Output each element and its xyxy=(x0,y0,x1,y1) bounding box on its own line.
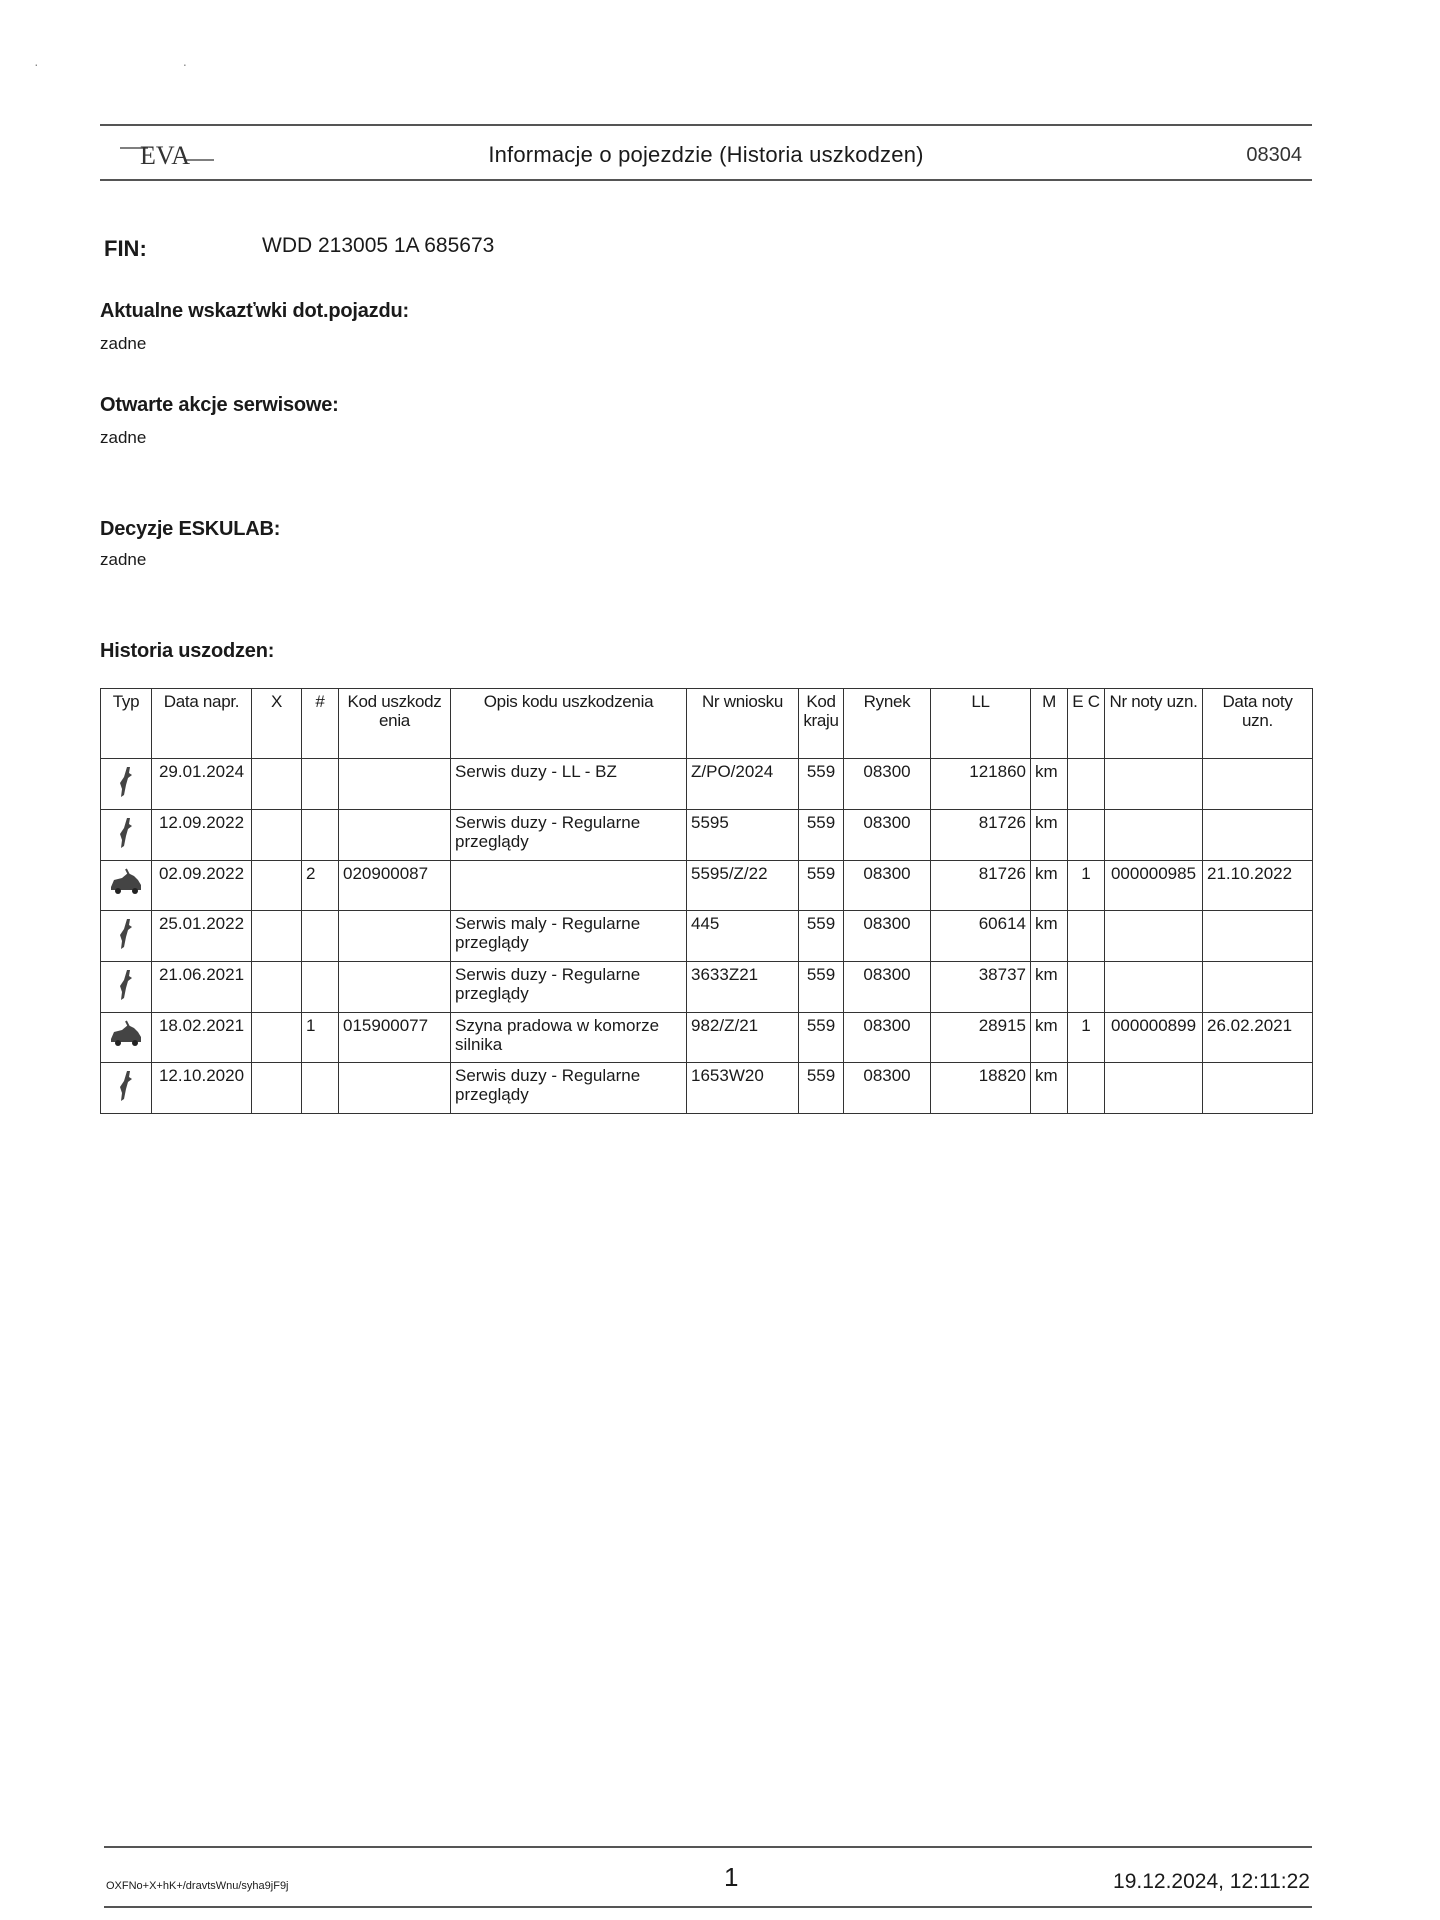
row-x xyxy=(252,759,302,810)
document-code: 08304 xyxy=(1246,144,1302,166)
table-row xyxy=(101,861,1313,911)
row-ll: 38737 xyxy=(931,962,1031,1013)
row-country-code: 559 xyxy=(799,911,844,962)
row-ll: 60614 xyxy=(931,911,1031,962)
row-date: 02.09.2022 xyxy=(152,861,252,911)
row-note-date: 21.10.2022 xyxy=(1203,861,1313,911)
row-note-no xyxy=(1105,962,1203,1013)
table-row xyxy=(101,1013,1313,1063)
row-damage-code: 015900077 xyxy=(339,1013,451,1063)
row-num xyxy=(302,1063,339,1114)
row-unit: km xyxy=(1031,911,1068,962)
col-header-country-code: Kod kraju xyxy=(799,689,844,759)
service-wrench-icon xyxy=(101,810,152,861)
row-ll: 18820 xyxy=(931,1063,1031,1114)
row-date: 25.01.2022 xyxy=(152,911,252,962)
row-note-date xyxy=(1203,810,1313,861)
row-market: 08300 xyxy=(844,911,931,962)
row-date: 29.01.2024 xyxy=(152,759,252,810)
col-header-m: M xyxy=(1031,689,1068,759)
row-market: 08300 xyxy=(844,810,931,861)
row-description: Serwis duzy - Regularne przeglądy xyxy=(451,810,687,861)
row-ec xyxy=(1068,759,1105,810)
row-description: Serwis duzy - LL - BZ xyxy=(451,759,687,810)
service-wrench-icon xyxy=(101,1063,152,1114)
page-footer xyxy=(104,1846,1312,1908)
row-ll: 28915 xyxy=(931,1013,1031,1063)
svg-text:EVA: EVA xyxy=(140,141,191,170)
row-date: 12.09.2022 xyxy=(152,810,252,861)
page-number: 1 xyxy=(724,1862,739,1892)
row-country-code: 559 xyxy=(799,1013,844,1063)
row-market: 08300 xyxy=(844,962,931,1013)
row-description: Serwis duzy - Regularne przeglądy xyxy=(451,962,687,1013)
row-num xyxy=(302,962,339,1013)
damage-history-table xyxy=(100,688,1313,1114)
row-note-date xyxy=(1203,962,1313,1013)
row-damage-code xyxy=(339,759,451,810)
col-header-application-no: Nr wniosku xyxy=(687,689,799,759)
fin-label: FIN: xyxy=(104,236,147,261)
row-application-no: Z/PO/2024 xyxy=(687,759,799,810)
row-market: 08300 xyxy=(844,759,931,810)
row-application-no: 3633Z21 xyxy=(687,962,799,1013)
row-date: 12.10.2020 xyxy=(152,1063,252,1114)
row-x xyxy=(252,1063,302,1114)
row-ec xyxy=(1068,1063,1105,1114)
row-num xyxy=(302,911,339,962)
col-header-note-date: Data noty uzn. xyxy=(1203,689,1313,759)
row-note-no xyxy=(1105,911,1203,962)
fin-value: WDD 213005 1A 685673 xyxy=(262,234,495,257)
col-header-ll: LL xyxy=(931,689,1031,759)
table-row xyxy=(101,1063,1313,1114)
row-unit: km xyxy=(1031,1063,1068,1114)
section-value-service-actions: zadne xyxy=(100,428,147,447)
page-header xyxy=(100,124,1312,181)
row-ec xyxy=(1068,962,1105,1013)
row-num xyxy=(302,759,339,810)
row-damage-code xyxy=(339,911,451,962)
row-damage-code xyxy=(339,1063,451,1114)
col-header-market: Rynek xyxy=(844,689,931,759)
row-num xyxy=(302,810,339,861)
row-x xyxy=(252,1013,302,1063)
row-damage-code: 020900087 xyxy=(339,861,451,911)
row-unit: km xyxy=(1031,861,1068,911)
row-unit: km xyxy=(1031,1013,1068,1063)
row-num: 1 xyxy=(302,1013,339,1063)
col-header-description: Opis kodu uszkodzenia xyxy=(451,689,687,759)
damage-car-icon xyxy=(101,1013,152,1063)
row-ll: 81726 xyxy=(931,861,1031,911)
service-wrench-icon xyxy=(101,759,152,810)
col-header-type: Typ xyxy=(101,689,152,759)
col-header-note-no: Nr noty uzn. xyxy=(1105,689,1203,759)
row-country-code: 559 xyxy=(799,962,844,1013)
row-application-no: 445 xyxy=(687,911,799,962)
row-ll: 121860 xyxy=(931,759,1031,810)
table-row xyxy=(101,810,1313,861)
row-ec: 1 xyxy=(1068,861,1105,911)
row-application-no: 5595 xyxy=(687,810,799,861)
row-description: Serwis duzy - Regularne przeglądy xyxy=(451,1063,687,1114)
row-note-date: 26.02.2021 xyxy=(1203,1013,1313,1063)
row-note-date xyxy=(1203,911,1313,962)
section-heading-eskulab: Decyzje ESKULAB: xyxy=(100,518,281,540)
row-note-no: 000000899 xyxy=(1105,1013,1203,1063)
row-ec: 1 xyxy=(1068,1013,1105,1063)
table-row xyxy=(101,962,1313,1013)
row-unit: km xyxy=(1031,962,1068,1013)
service-wrench-icon xyxy=(101,911,152,962)
col-header-x: X xyxy=(252,689,302,759)
row-x xyxy=(252,962,302,1013)
row-application-no: 5595/Z/22 xyxy=(687,861,799,911)
footer-reference: OXFNo+X+hK+/dravtsWnu/syha9jF9j xyxy=(106,1880,289,1892)
row-application-no: 1653W20 xyxy=(687,1063,799,1114)
col-header-num: # xyxy=(302,689,339,759)
service-wrench-icon xyxy=(101,962,152,1013)
row-country-code: 559 xyxy=(799,810,844,861)
row-application-no: 982/Z/21 xyxy=(687,1013,799,1063)
row-description: Serwis maly - Regularne przeglądy xyxy=(451,911,687,962)
row-note-date xyxy=(1203,759,1313,810)
row-market: 08300 xyxy=(844,861,931,911)
row-damage-code xyxy=(339,962,451,1013)
row-market: 08300 xyxy=(844,1013,931,1063)
row-ec xyxy=(1068,911,1105,962)
row-note-no xyxy=(1105,810,1203,861)
row-country-code: 559 xyxy=(799,1063,844,1114)
row-description xyxy=(451,861,687,911)
row-market: 08300 xyxy=(844,1063,931,1114)
page-title: Informacje o pojezdzie (Historia uszkodzen) xyxy=(488,142,924,167)
scan-marks: · · xyxy=(34,56,258,72)
table-header-row xyxy=(101,689,1313,759)
col-header-ec: E C xyxy=(1068,689,1105,759)
row-country-code: 559 xyxy=(799,759,844,810)
row-country-code: 559 xyxy=(799,861,844,911)
section-heading-service-actions: Otwarte akcje serwisowe: xyxy=(100,394,339,416)
section-value-eskulab: zadne xyxy=(100,550,147,569)
row-note-no xyxy=(1105,759,1203,810)
row-description: Szyna pradowa w komorze silnika xyxy=(451,1013,687,1063)
section-heading-notes: Aktualne wskazťwki dot.pojazdu: xyxy=(100,300,409,322)
col-header-damage-code: Kod uszkodzenia xyxy=(339,689,451,759)
row-ec xyxy=(1068,810,1105,861)
row-unit: km xyxy=(1031,759,1068,810)
print-timestamp: 19.12.2024, 12:11:22 xyxy=(1113,1870,1310,1893)
row-date: 18.02.2021 xyxy=(152,1013,252,1063)
table-body xyxy=(101,759,1313,1114)
row-x xyxy=(252,861,302,911)
row-x xyxy=(252,810,302,861)
section-value-notes: zadne xyxy=(100,334,147,353)
col-header-date: Data napr. xyxy=(152,689,252,759)
row-num: 2 xyxy=(302,861,339,911)
row-unit: km xyxy=(1031,810,1068,861)
row-note-no xyxy=(1105,1063,1203,1114)
row-ll: 81726 xyxy=(931,810,1031,861)
history-heading: Historia uszodzen: xyxy=(100,640,275,662)
row-date: 21.06.2021 xyxy=(152,962,252,1013)
table-row xyxy=(101,911,1313,962)
row-note-date xyxy=(1203,1063,1313,1114)
row-note-no: 000000985 xyxy=(1105,861,1203,911)
table-row xyxy=(101,759,1313,810)
damage-car-icon xyxy=(101,861,152,911)
row-x xyxy=(252,911,302,962)
row-damage-code xyxy=(339,810,451,861)
